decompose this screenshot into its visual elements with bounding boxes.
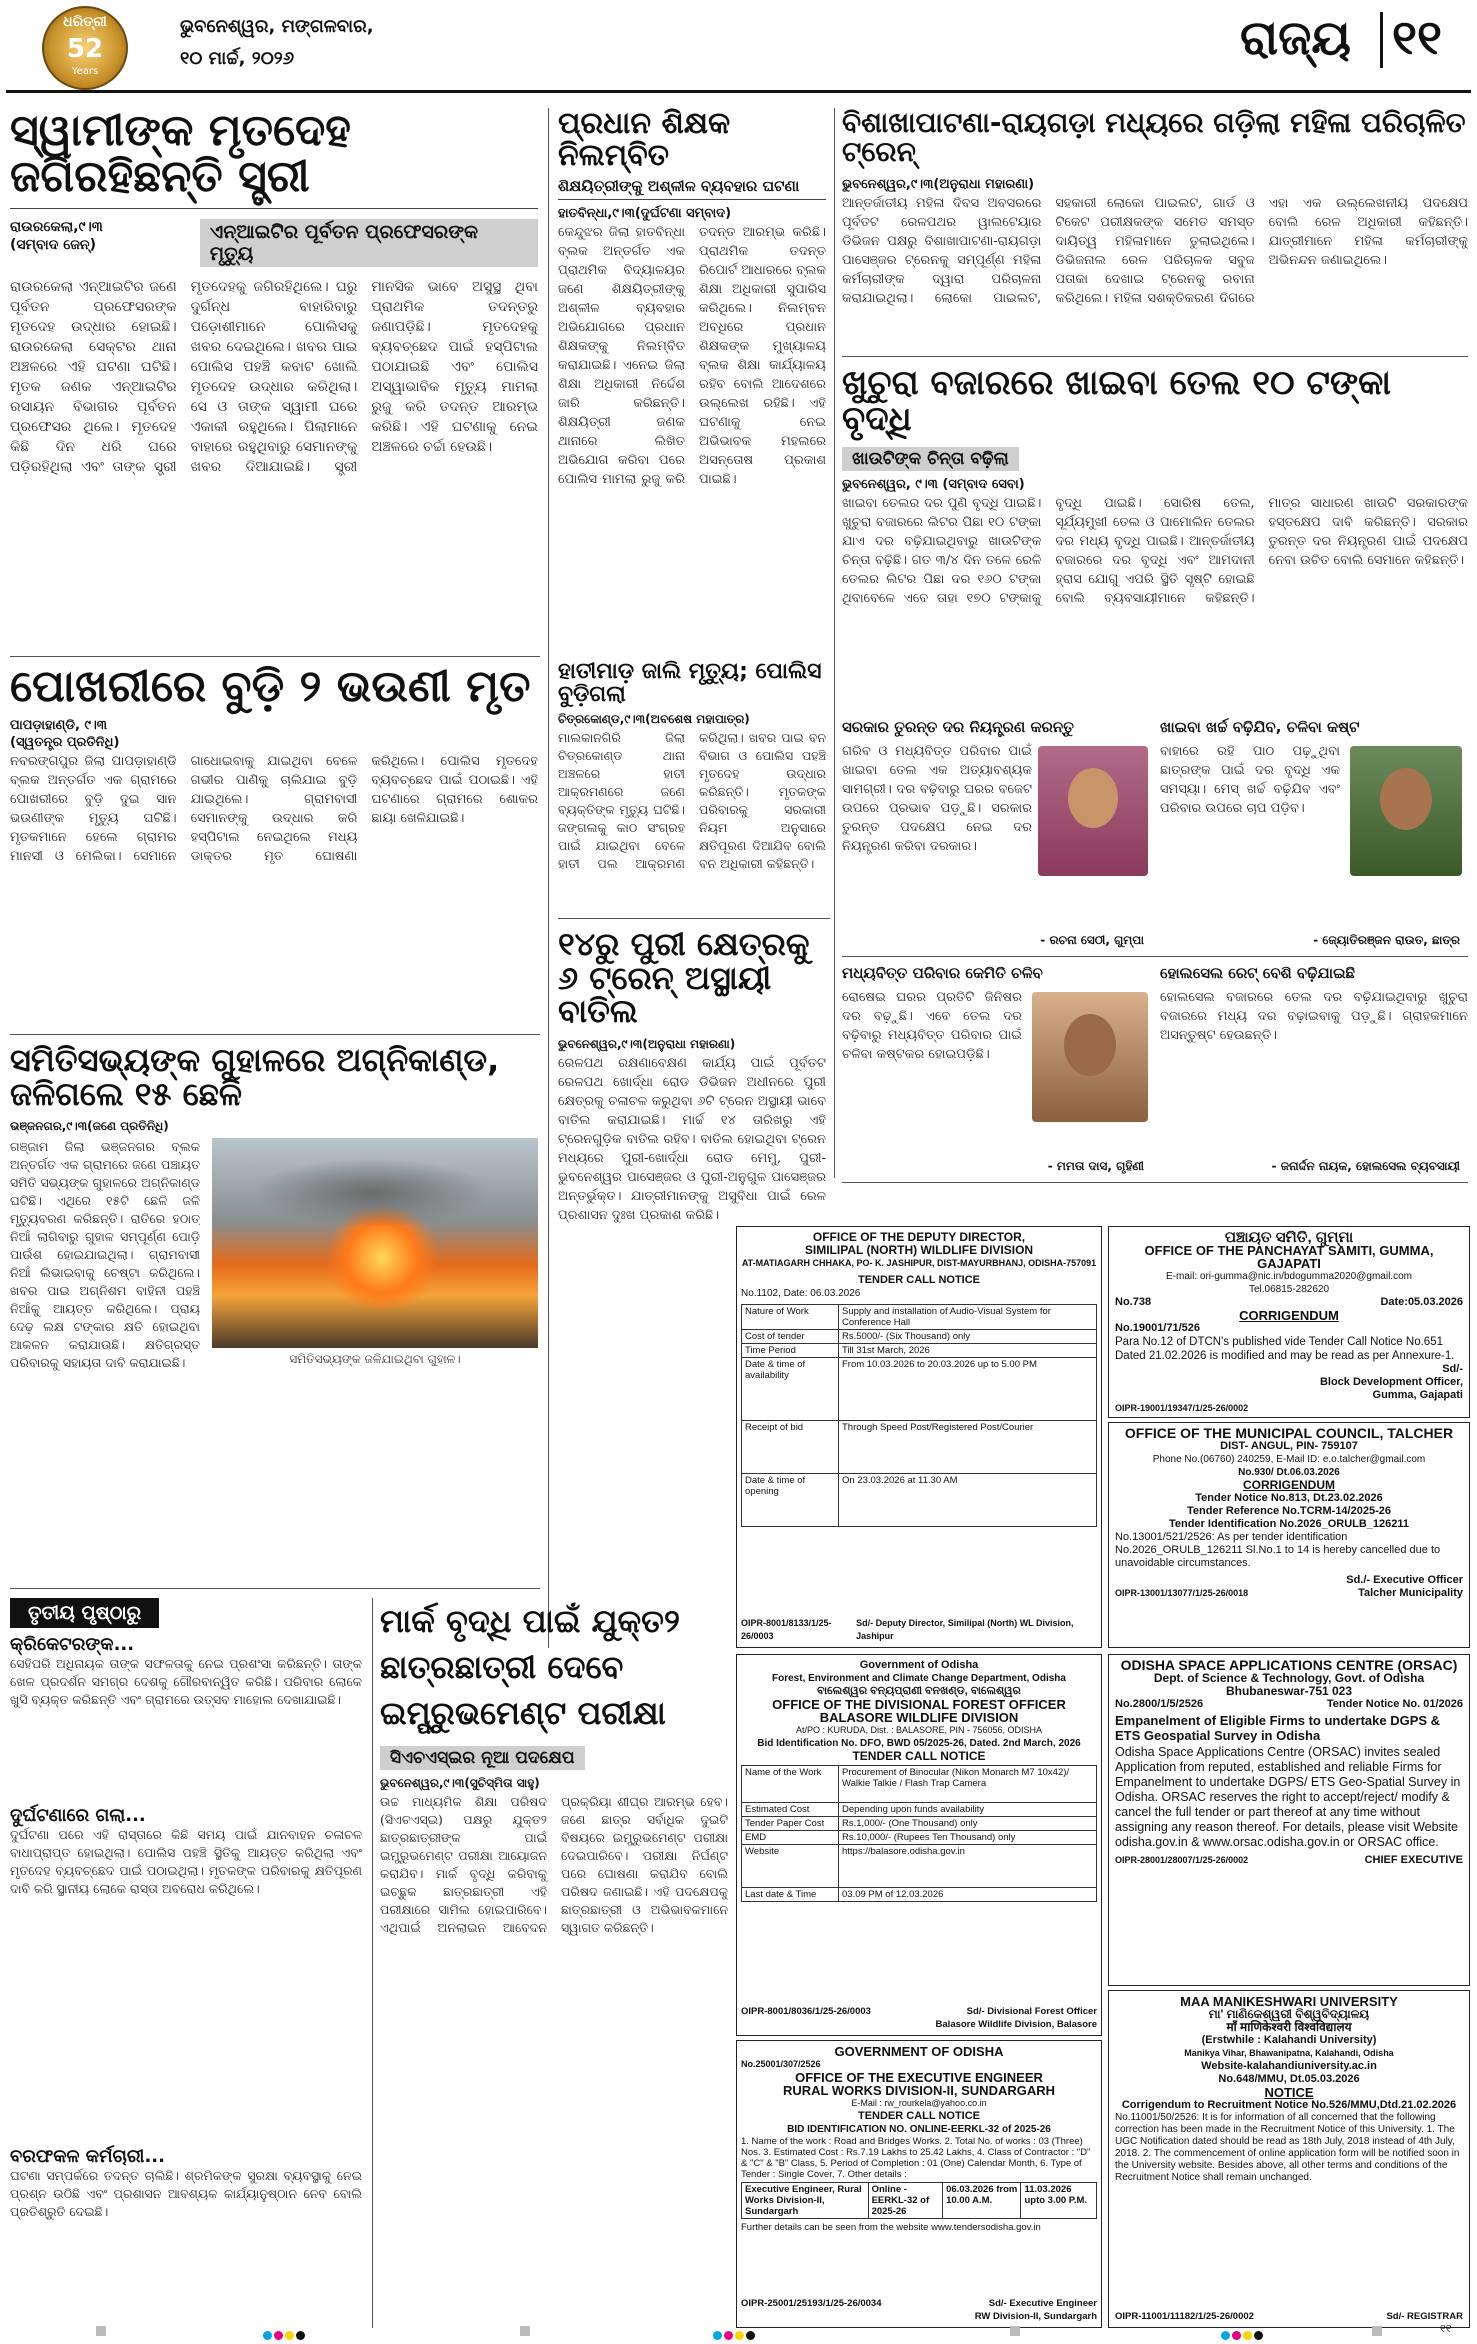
article-elephant bbox=[558, 660, 826, 910]
col-divider-1 bbox=[548, 108, 549, 1648]
notice-word: NOTICE bbox=[1264, 2085, 1314, 2100]
notice-ref: No.19001/71/526 bbox=[1115, 1322, 1201, 1334]
cell: Depending upon funds availability bbox=[839, 1803, 1097, 1817]
kicker: ଖାଉଟିଙ୍କ ଚିନ୍ତା ବଢ଼ିଲା bbox=[842, 447, 1019, 471]
notice-bid: Bid Identification No. DFO, BWD 05/2025-26, Dated. 2nd March, 2026 bbox=[757, 1738, 1081, 1749]
cell: 03.09 PM of 12.03.2026 bbox=[839, 1888, 1097, 1902]
headline: ଖୁଚୁରା ବଜାରରେ ଖାଇବା ତେଲ ୧୦ ଟଙ୍କା ବୃଦ୍ଧି bbox=[842, 363, 1392, 439]
headline: ୧୪ରୁ ପୁରୀ କ୍ଷେତ୍ରକୁ ୬ ଟ୍ରେନ୍ ଅସ୍ଥାୟୀ ବାତିଲ bbox=[558, 925, 810, 1031]
cell: On 23.03.2026 at 11.30 AM bbox=[839, 1474, 1097, 1527]
article-body: ଖାଇବା ତେଲର ଦର ପୁଣି ବୃଦ୍ଧି ପାଇଛି। ଖୁଚୁରା ବଜାରରେ ଲିଟର ପିଛା ୧୦ ଟଙ୍କା ଯାଏ ଦର ବଢ଼ିଯାଇଥିବାରୁ ଖାଉଟିଙ୍କ ଚିନ୍ତା ବଢ଼ିଛି। ଗତ ୩/୪ ଦିନ ତଳେ ରେଳି ତେଲର ଲିଟର ପିଛା ଦର ୧୬୦ ଟଙ୍କା ଥିବାବେଳେ ଏବେ ତାହା ୧୭୦ ଟଙ୍କାକୁ ବୃଦ୍ଧି ପାଇଛି। ସୋରିଷ ତେଲ, ସୂର୍ଯ୍ୟମୁଖୀ ତେଲ ଓ ପାମୋଲିନ ତେଲର ଦର ମଧ୍ୟ ବୃଦ୍ଧି ପାଇଛି। ଆନ୍ତର୍ଜାତୀୟ ବଜାରରେ ଦର ବୃଦ୍ଧି ଏବଂ ଆମଦାନୀ ହ୍ରାସ ଯୋଗୁ ଏପରି ସ୍ଥିତି ସୃଷ୍ଟି ହୋଇଛି ବୋଲି ବ୍ୟବସାୟୀମାନେ କହିଛନ୍ତି। ମାତ୍ର ସାଧାରଣ ଖାଉଟି ସରକାରଙ୍କ ହସ୍ତକ୍ଷେପ ଦାବି କରିଛନ୍ତି। ସରକାର ତୁରନ୍ତ ଦର ନିୟନ୍ତ୍ରଣ ପାଇଁ ପଦକ୍ଷେପ ନେବା ଉଚିତ ବୋଲି ସେମାନେ କହିଛନ୍ତି। bbox=[842, 496, 1468, 607]
bureau: (ସମ୍ବାଦ ଜେନ୍) bbox=[10, 237, 96, 254]
notice-title: TENDER CALL NOTICE bbox=[852, 1749, 986, 1763]
notice-maa-university bbox=[1108, 1990, 1470, 2328]
cell: Procurement of Binocular (Nikon Monarch M7 10x42)/ Walkie Talkie / Flash Trap Camera bbox=[839, 1766, 1097, 1803]
notice-signature: RW Division-II, Sundargarh bbox=[974, 2311, 1097, 2322]
person-photo bbox=[1032, 992, 1148, 1122]
cell: Last date & Time bbox=[742, 1888, 839, 1902]
notice-code: OIPR-19001/19347/1/25-26/0002 bbox=[1115, 1403, 1249, 1413]
cell: Supply and installation of Audio-Visual System for Conference Hall bbox=[839, 1305, 1097, 1330]
notice-signature: Sd/- REGISTRAR bbox=[1386, 2311, 1463, 2322]
cell: Receipt of bid bbox=[742, 1421, 839, 1474]
registration-dots bbox=[262, 2325, 306, 2344]
headline: ବିଶାଖାପାଟଣା-ରାୟଗଡ଼ା ମଧ୍ୟରେ ଗଡ଼ିଲା ମହିଳା ପରିଚାଳିତ ଟ୍ରେନ୍ bbox=[842, 106, 1466, 169]
opinion-head: ଖାଇବା ଖର୍ଚ୍ଚ ବଢ଼ିଯିବ, ଚଳିବା କଷ୍ଟ bbox=[1160, 718, 1360, 736]
notice-table bbox=[741, 2182, 1097, 2219]
article-body: କେନ୍ଦୁଝର ଜିଲା ହାତବିନ୍ଧା ବ୍ଲକ ଅନ୍ତର୍ଗତ ଏକ ପ୍ରାଥମିକ ବିଦ୍ୟାଳୟର ଜଣେ ଶିକ୍ଷୟିତ୍ରୀଙ୍କୁ ଅଶ୍ଳୀଳ ବ୍ୟବହାର ଅଭିଯୋଗରେ ପ୍ରଧାନ ଶିକ୍ଷକଙ୍କୁ ନିଲମ୍ବିତ କରାଯାଇଛି। ଏନେଇ ଜିଲା ଶିକ୍ଷା ଅଧିକାରୀ ନିର୍ଦ୍ଦେଶ ଜାରି କରିଛନ୍ତି। ଶିକ୍ଷୟିତ୍ରୀ ଜଣକ ଥାନାରେ ଲିଖିତ ଅଭିଯୋଗ କରିବା ପରେ ପୋଲିସ ମାମଲା ରୁଜୁ କରି ତଦନ୍ତ ଆରମ୍ଭ କରିଛି। ପ୍ରାଥମିକ ତଦନ୍ତ ରିପୋର୍ଟ ଆଧାରରେ ବ୍ଲକ ଶିକ୍ଷା ଅଧିକାରୀ ସୁପାରିସ କରିଥିଲେ। ନିଲମ୍ବନ ଅବଧିରେ ପ୍ରଧାନ ଶିକ୍ଷକଙ୍କ ମୁଖ୍ୟାଳୟ ବ୍ଲକ ଶିକ୍ଷା କାର୍ଯ୍ୟାଳୟ ରହିବ ବୋଲି ଆଦେଶରେ ଉଲ୍ଲେଖ ରହିଛି। ଏହି ଘଟଣାକୁ ନେଇ ଅଭିଭାବକ ମହଲରେ ଅସନ୍ତୋଷ ପ୍ରକାଶ ପାଇଛି। bbox=[558, 225, 826, 487]
notice-footer bbox=[741, 2297, 1097, 2323]
opinion-signature: - ଜ୍ୟୋତିରଞ୍ଜନ ରାଉତ, ଛାତ୍ର bbox=[1313, 933, 1460, 947]
cell: https://balasore.odisha.gov.in bbox=[839, 1845, 1097, 1888]
notice-code: OIPR-8001/8133/1/25-26/0003 bbox=[741, 1618, 832, 1641]
notice-office: OFFICE OF THE DIVISIONAL FOREST OFFICER bbox=[772, 1697, 1066, 1712]
notice-email: E-Mail : rw_rourkela@yahoo.co.in bbox=[851, 2098, 987, 2108]
registration-block bbox=[520, 2326, 530, 2336]
notice-dept: OFFICE OF THE DEPUTY DIRECTOR, bbox=[812, 1230, 1026, 1244]
continued-item-1 bbox=[10, 1634, 362, 1805]
dateline: ହାତବିନ୍ଧା,୯।୩(ଦୁର୍ଘଟଣା ସମ୍ବାଦ) bbox=[558, 206, 732, 221]
notice-signature: Sd./- Executive Officer bbox=[1346, 1574, 1463, 1586]
dateline-date: ୧୦ ମାର୍ଚ୍ଚ, ୨୦୨୬ bbox=[180, 48, 294, 69]
dateline: ଭୁବନେଶ୍ୱର,୯।୩(ଅନୁରାଧା ମହାରଣା) bbox=[558, 1036, 736, 1051]
notice-corr: CORRIGENDUM bbox=[1239, 1308, 1339, 1323]
article-body: ରାଉରକେଲା ଏନ୍‌ଆଇଟିର ଜଣେ ପୂର୍ବତନ ପ୍ରଫେସରଙ୍କ ମୃତଦେହ ଉଦ୍ଧାର ହୋଇଛି। ରାଉରକେଲା ସେକ୍ଟର ଥାନା ଅଞ୍ଚଳରେ ଏହି ଘଟଣା ଘଟିଛି। ମୃତକ ଜଣକ ଏନ୍‌ଆଇଟିର ରସାୟନ ବିଭାଗର ପୂର୍ବତନ ପ୍ରଫେସର ଥିଲେ। ମୃତଦେହ କିଛି ଦିନ ଧରି ଘରେ ପଡ଼ିରହିଥିଲା ଏବଂ ତାଙ୍କ ସ୍ତ୍ରୀ ମୃତଦେହକୁ ଜଗିରହିଥିଲେ। ଘରୁ ଦୁର୍ଗନ୍ଧ ବାହାରିବାରୁ ପଡ଼ୋଶୀମାନେ ପୋଲିସକୁ ଖବର ଦେଇଥିଲେ। ଖବର ପାଇ ପୋଲିସ ପହଞ୍ଚି କବାଟ ଖୋଲି ମୃତଦେହ ଉଦ୍ଧାର କରିଥିଲା। ସେ ଓ ତାଙ୍କ ସ୍ୱାମୀ ଘରେ ଏକାକୀ ରହୁଥିଲେ। ପିଲାମାନେ ବାହାରେ ରହୁଥିବାରୁ ସେମାନଙ୍କୁ ଖବର ଦିଆଯାଇଛି। ସ୍ତ୍ରୀ ମାନସିକ ଭାବେ ଅସୁସ୍ଥ ଥିବା ପ୍ରାଥମିକ ତଦନ୍ତରୁ ଜଣାପଡ଼ିଛି। ମୃତଦେହକୁ ବ୍ୟବଚ୍ଛେଦ ପାଇଁ ହସ୍ପିଟାଲ ପଠାଯାଇଛି ଏବଂ ପୋଲିସ ଅସ୍ୱାଭାବିକ ମୃତ୍ୟୁ ମାମଲା ରୁଜୁ କରି ତଦନ୍ତ ଆରମ୍ଭ କରିଛି। ଏହି ଘଟଣାକୁ ନେଇ ଅଞ୍ଚଳରେ ଚର୍ଚ୍ଚା ହେଉଛି। bbox=[10, 279, 538, 476]
separator bbox=[10, 656, 540, 657]
notice-body: No.13001/521/2526: As per tender identification No.2026_ORULB_126211 Sl.No.1 to 14 is hereby cancelled due to unavoidable circumstances. bbox=[1115, 1531, 1441, 1569]
dateline: ଭୁବନେଶ୍ୱର,୯।୩(ଅନୁରାଧା ମହାରଣା) bbox=[842, 176, 1035, 192]
notice-wildlife bbox=[736, 1226, 1102, 1648]
notice-div: BALASORE WILDLIFE DIVISION bbox=[819, 1710, 1019, 1725]
notice-title: TENDER CALL NOTICE bbox=[857, 2110, 981, 2122]
cell: Time Period bbox=[742, 1344, 839, 1358]
cell: Estimated Cost bbox=[742, 1803, 839, 1817]
notice-office: OFFICE OF THE EXECUTIVE ENGINEER bbox=[795, 2070, 1043, 2085]
notice-code: OIPR-25001/25193/1/25-26/0034 bbox=[741, 2298, 882, 2309]
notice-title: OFFICE OF THE PANCHAYAT SAMITI, GUMMA, GAJAPATI bbox=[1144, 1243, 1434, 1271]
notice-addr: Manikya Vihar, Bhawanipatna, Kalahandi, Odisha bbox=[1184, 2048, 1394, 2058]
opinion-signature: - ଜନାର୍ଦ୍ଦନ ନାୟକ, ହୋଲସେଲ ବ୍ୟବସାୟୀ bbox=[1271, 1159, 1460, 1173]
opinion-head: ହୋଲସେଲ ରେଟ୍ ବେଶି ବଢ଼ିଯାଇଛି bbox=[1160, 964, 1356, 982]
notice-title: MAA MANIKESHWARI UNIVERSITY bbox=[1180, 1994, 1398, 2009]
article-sisters-drown bbox=[10, 661, 538, 1024]
notice-footer bbox=[741, 1617, 1097, 1643]
notice-title-hindi: माँ माणिकेश्वरी विश्वविद्यालय bbox=[1226, 2020, 1352, 2034]
notice-gov: GOVERNMENT OF ODISHA bbox=[834, 2044, 1004, 2059]
notice-signature: Sd/- bbox=[1442, 1363, 1463, 1375]
cell: Till 31st March, 2026 bbox=[839, 1344, 1097, 1358]
opinion-body: ହୋଲସେଲ ବଜାରରେ ତେଲ ଦର ବଢ଼ିଯାଇଥିବାରୁ ଖୁଚୁରା ବଜାରରେ ମଧ୍ୟ ଦର ବଢ଼ାଇବାକୁ ପଡ଼ୁଛି। ଗ୍ରାହକମାନେ ଅସନ୍ତୁଷ୍ଟ ହେଉଛନ୍ତି। bbox=[1160, 990, 1468, 1043]
opinion-head: ମଧ୍ୟବିତ୍ତ ପରିବାର କେମିତି ଚଳିବ bbox=[842, 964, 1043, 982]
cell: Website bbox=[742, 1845, 839, 1888]
continued-body: ଘଟଣା ସମ୍ପର୍କରେ ତଦନ୍ତ ଚାଲିଛି। ଶ୍ରମିକଙ୍କ ସୁରକ୍ଷା ବ୍ୟବସ୍ଥାକୁ ନେଇ ପ୍ରଶ୍ନ ଉଠିଛି ଏବଂ ପ୍ରଶାସନ ଆବଶ୍ୟକ କାର୍ଯ୍ୟାନୁଷ୍ଠାନ ନେବ ବୋଲି ପ୍ରତିଶ୍ରୁତି ଦେଇଛି। bbox=[10, 2168, 362, 2219]
opinion-box-3 bbox=[842, 964, 1152, 1174]
notice-addr: AT-MATIAGARH CHHAKA, PO- K. JASHIPUR, DIST-MAYURBHANJ, ODISHA-757091 bbox=[741, 1258, 1097, 1268]
notice-div: RURAL WORKS DIVISION-II, SUNDARGARH bbox=[782, 2083, 1056, 2098]
cell: Nature of Work bbox=[742, 1305, 839, 1330]
cell: Through Speed Post/Registered Post/Courier bbox=[839, 1421, 1097, 1474]
section-divider bbox=[1380, 12, 1383, 68]
notice-city: Bhubaneswar-751 023 bbox=[1225, 1684, 1353, 1698]
notice-ref: No.648/MMU, Dt.05.03.2026 bbox=[1218, 2073, 1360, 2085]
dateline: ଚିତ୍ରକୋଣ୍ଡ,୯।୩(ଅବଶେଷ ମହାପାତ୍ର) bbox=[558, 712, 750, 727]
headline: ପ୍ରଧାନ ଶିକ୍ଷକ ନିଲମ୍ବିତ bbox=[558, 106, 731, 173]
separator bbox=[558, 918, 830, 919]
notice-dist: DIST- ANGUL, PIN- 759107 bbox=[1220, 1440, 1358, 1452]
separator bbox=[10, 1588, 540, 1589]
notice-title: TENDER CALL NOTICE bbox=[857, 1274, 981, 1286]
notice-head: Corrigendum to Recruitment Notice No.526/MMU,Dtd.21.02.2026 bbox=[1121, 2099, 1457, 2111]
page-number: ୧୧ bbox=[1392, 10, 1443, 66]
headline: ହାତୀମାଡ଼ ଜାଲି ମୃତ୍ୟୁ; ପୋଲିସ ବୁଡ଼ିଗଲା bbox=[558, 659, 822, 708]
article-husband-body bbox=[10, 105, 538, 648]
article-cowshed-fire bbox=[10, 1041, 538, 1564]
continued-title: କ୍ରିକେଟରଙ୍କ... bbox=[10, 1634, 135, 1655]
separator bbox=[842, 956, 1468, 957]
notice-erstwhile: (Erstwhile : Kalahandi University) bbox=[1201, 2034, 1377, 2046]
notice-signature: CHIEF EXECUTIVE bbox=[1364, 1854, 1463, 1866]
notice-head: Empanelment of Eligible Firms to undertake DGPS & ETS Geospatial Survey in Odisha bbox=[1115, 1713, 1441, 1743]
notice-email: E-mail: ori-gumma@nic.in/bdogumma2020@gmail.com bbox=[1166, 1271, 1412, 1282]
opinion-body: ବାହାରେ ରହି ପାଠ ପଢ଼ୁଥିବା ଛାତ୍ରଙ୍କ ପାଇଁ ଦର ବୃଦ୍ଧି ଏକ ସମସ୍ୟା। ମେସ୍ ଖର୍ଚ୍ଚ ବଢ଼ିଯିବ ଏବଂ ପରିବାର ଉପରେ ଚାପ ପଡ଼ିବ। bbox=[1160, 744, 1340, 816]
continued-body: ଦୁର୍ଘଟଣା ପରେ ଏହି ରାସ୍ତାରେ କିଛି ସମୟ ପାଇଁ ଯାନବାହନ ଚଳାଚଳ ବାଧାପ୍ରାପ୍ତ ହୋଇଥିଲା। ପୋଲିସ ପହଞ୍ଚି ସ୍ଥିତିକୁ ଆୟତ୍ତ କରିଥିଲା ଏବଂ ମୃତଦେହ ବ୍ୟବଚ୍ଛେଦ ପାଇଁ ପଠାଇଥିଲା। ମୃତକଙ୍କ ପରିବାରକୁ କ୍ଷତିପୂରଣ ଦାବି କରି ସ୍ଥାନୀୟ ଲୋକେ ରାସ୍ତା ଅବରୋଧ କରିଥିଲେ। bbox=[10, 1827, 362, 1896]
opinion-signature: - ରଚନା ସେଠୀ, ଗୁମ୍ପା bbox=[1040, 933, 1144, 947]
continued-item-3 bbox=[10, 2146, 362, 2287]
opinion-signature: - ମମତା ଦାସ, ଗୃହିଣୀ bbox=[1047, 1159, 1144, 1173]
registration-dots bbox=[1220, 2325, 1264, 2344]
notice-odia-line: ବାଲେଶ୍ୱର ବନ୍ୟପ୍ରାଣୀ ବନଖଣ୍ଡ, ବାଲେଶ୍ୱର bbox=[817, 1685, 1021, 1697]
notice-web: Website-kalahandiuniversity.ac.in bbox=[1201, 2060, 1377, 2072]
article-body: ନବରଙ୍ଗପୁର ଜିଲା ପାପଡ଼ାହାଣ୍ଡି ବ୍ଲକ ଅନ୍ତର୍ଗତ ଏକ ଗ୍ରାମରେ ପୋଖରୀରେ ବୁଡ଼ି ଦୁଇ ସାନ ଭଉଣୀଙ୍କ ମୃତ୍ୟୁ ଘଟିଛି। ମୃତକମାନେ ହେଲେ ଗ୍ରାମର ମାନସୀ ଓ ମେଲିକା। ସେମାନେ ଗାଧୋଇବାକୁ ଯାଇଥିବା ବେଳେ ଗଭୀର ପାଣିକୁ ଚାଲିଯାଇ ବୁଡ଼ି ଯାଇଥିଲେ। ଗ୍ରାମବାସୀ ସେମାନଙ୍କୁ ଉଦ୍ଧାର କରି ହସ୍ପିଟାଲ ନେଇଥିଲେ ମଧ୍ୟ ଡାକ୍ତର ମୃତ ଘୋଷଣା କରିଥିଲେ। ପୋଲିସ ମୃତଦେହ ବ୍ୟବଚ୍ଛେଦ ପାଇଁ ପଠାଇଛି। ଏହି ଘଟଣାରେ ଗ୍ରାମରେ ଶୋକର ଛାୟା ଖେଳିଯାଇଛି। bbox=[10, 754, 538, 865]
kicker: ଏନ୍‌ଆଇଟିର ପୂର୍ବତନ ପ୍ରଫେସରଙ୍କ ମୃତ୍ୟୁ bbox=[200, 219, 538, 267]
cell: Rs.1,000/- (One Thousand) only bbox=[839, 1817, 1097, 1831]
cell: Online - EERKL-32 of 2025-26 bbox=[868, 2183, 943, 2219]
registration-dots bbox=[712, 2325, 756, 2344]
article-edible-oil bbox=[842, 363, 1468, 726]
opinion-box-4 bbox=[1160, 964, 1468, 1174]
cell: Executive Engineer, Rural Works Division-II, Sundargarh bbox=[742, 2183, 869, 2219]
article-body: ମାଲକାନଗିରି ଜିଲା ଚିତ୍ରକୋଣ୍ଡ ଥାନା ଅଞ୍ଚଳରେ ହାତୀ ଆକ୍ରମଣରେ ଜଣେ ବ୍ୟକ୍ତିଙ୍କ ମୃତ୍ୟୁ ଘଟିଛି। ଜଙ୍ଗଲକୁ କାଠ ସଂଗ୍ରହ ପାଇଁ ଯାଇଥିବା ବେଳେ ହାତୀ ପଲ ଆକ୍ରମଣ କରିଥିଲା। ଖବର ପାଇ ବନ ବିଭାଗ ଓ ପୋଲିସ ପହଞ୍ଚି ମୃତଦେହ ଉଦ୍ଧାର କରିଛନ୍ତି। ମୃତକଙ୍କ ପରିବାରକୁ ସରକାରୀ ନିୟମ ଅନୁସାରେ କ୍ଷତିପୂରଣ ଦିଆଯିବ ବୋଲି ବନ ଅଧିକାରୀ କହିଛନ୍ତି। bbox=[558, 730, 826, 872]
continued-title: ଦୁର୍ଘଟଣାରେ ଗଲା... bbox=[10, 1805, 146, 1826]
continued-body: ସେହିପରି ଅଧିନାୟକ ତାଙ୍କ ସଫଳତାକୁ ନେଇ ପ୍ରଶଂସା କରିଛନ୍ତି। ତାଙ୍କ ଖେଳ ପ୍ରଦର୍ଶନ ସମଗ୍ର ଦେଶକୁ ଗୌରବାନ୍ୱିତ କରିଛି। ପରିବାର ଲୋକେ ଖୁସି ବ୍ୟକ୍ତ କରିଛନ୍ତି ଏବଂ ଗ୍ରାମରେ ଉତ୍ସବ ମାହୋଲ ଦେଖାଯାଇଛି। bbox=[10, 1656, 362, 1707]
notice-date: Date:05.03.2026 bbox=[1380, 1296, 1463, 1308]
opinion-box-1 bbox=[842, 718, 1152, 948]
headline: ପୋଖରୀରେ ବୁଡ଼ି ୨ ଭଉଣୀ ମୃତ bbox=[10, 661, 531, 712]
opinion-box-2 bbox=[1160, 718, 1468, 948]
person-photo bbox=[1038, 746, 1148, 876]
notice-addr: At/PO : KURUDA, Dist. : BALASORE, PIN - 756056, ODISHA bbox=[795, 1725, 1043, 1735]
notice-body: No.11001/50/2526: It is for information of all concerned that the following correction has been made in the Recruitment Notice of this University. 1. The UGC Notification dated should be read as 18th July, 2018 instead of 4th July, 2018. 2. The commencement of online application form will be notified soon in the University website. Besides above, all other terms and conditions of the Recruitment Notice shall remain unchanged. bbox=[1115, 2112, 1460, 2183]
notice-signature: Talcher Municipality bbox=[1358, 1587, 1463, 1599]
notice-ref: No.2800/1/5/2526 bbox=[1115, 1698, 1204, 1710]
notice-body: 1. Name of the work : Road and Bridges Works. 2. Total No. of works : 03 (Three) Nos. 3. Estimated Cost : Rs.7.19 Lakhs to 25.42 Lakhs, 4. Class of Contractor : "D" & "C" & "B" Class, 5. Period of Completion : 01 (One) Calendar Month, 6. Type of Tender : Single Cover, 7. Other details : bbox=[741, 2136, 1091, 2180]
article-headmaster bbox=[558, 108, 826, 648]
col-divider-3 bbox=[372, 1598, 373, 2328]
cell: Rs.10,000/- (Rupees Ten Thousand) only bbox=[839, 1831, 1097, 1845]
continued-title: ବରଫକଳ କର୍ମଚାରୀ... bbox=[10, 2146, 165, 2167]
footer-page-number: ୧୧ bbox=[1440, 2322, 1452, 2335]
article-body: ଗଞ୍ଜାମ ଜିଲା ଭଞ୍ଜନଗର ବ୍ଲକ ଅନ୍ତର୍ଗତ ଏକ ଗ୍ରାମରେ ଜଣେ ପଞ୍ଚାୟତ ସମିତି ସଭ୍ୟଙ୍କ ଗୁହାଳରେ ଅଗ୍ନିକାଣ୍ଡ ଘଟିଛି। ଏଥିରେ ୧୫ଟି ଛେଳି ଜଳି ମୃତ୍ୟୁବରଣ କରିଛନ୍ତି। ରାତିରେ ହଠାତ୍ ନିଆଁ ଲାଗିବାରୁ ଗୁହାଳ ସମ୍ପୂର୍ଣ୍ଣ ପୋଡ଼ି ପାଉଁଶ ହୋଇଯାଇଥିଲା। ଗ୍ରାମବାସୀ ନିଆଁ ଲିଭାଇବାକୁ ଚେଷ୍ଟା କରିଥିଲେ। ଖବର ପାଇ ଅଗ୍ନିଶମ ବାହିନୀ ପହଞ୍ଚି ନିଆଁକୁ ଆୟତ୍ତ କରିଥିଲେ। ପ୍ରାୟ ଦେଢ଼ ଲକ୍ଷ ଟଙ୍କାର କ୍ଷତି ହୋଇଥିବା ଆକଳନ କରାଯାଉଛି। କ୍ଷତିଗ୍ରସ୍ତ ପରିବାରକୁ ସହାୟତା ଦାବି କରାଯାଇଛି। bbox=[10, 1139, 200, 1371]
dateline: ରାଉରକେଲା,୯।୩ bbox=[10, 219, 103, 236]
fire-photo bbox=[212, 1138, 538, 1348]
photo-caption: ସମିତିସଭ୍ୟଙ୍କ ଜଳିଯାଇଥିବା ଗୁହାଳ। bbox=[289, 1352, 461, 1367]
kicker: ସିଏଚଏସ୍ଇର ନୂଆ ପଦକ୍ଷେପ bbox=[380, 1746, 585, 1770]
notice-table bbox=[741, 1304, 1097, 1527]
cell: Rs.5000/- (Six Thousand) only bbox=[839, 1330, 1097, 1344]
masthead bbox=[0, 0, 1477, 92]
dateline: ଭୁବନେଶ୍ୱର, ୯।୩ (ସମ୍ବାଦ ସେବା) bbox=[842, 477, 1025, 493]
notice-code: OIPR-28001/28007/1/25-26/0002 bbox=[1115, 1855, 1249, 1865]
subhead: ଶିକ୍ଷୟିତ୍ରୀଙ୍କୁ ଅଶ୍ଳୀଳ ବ୍ୟବହାର ଘଟଣା bbox=[558, 177, 826, 200]
opinion-body: ରୋଷେଇ ଘରର ପ୍ରତିଟି ଜିନିଷର ଦର ବଢ଼ୁଛି। ଏବେ ତେଲ ଦର ବଢ଼ିବାରୁ ମଧ୍ୟବିତ୍ତ ପରିବାର ପାଇଁ ଚଳିବା କଷ୍ଟକର ହୋଇପଡ଼ିଛି। bbox=[842, 990, 1022, 1062]
notice-footer bbox=[741, 2005, 1097, 2031]
notice-dept: Dept. of Science & Technology, Govt. of Odisha bbox=[1153, 1671, 1425, 1685]
notice-title-odia: ପଞ୍ଚାୟତ ସମିତି, ଗୁମ୍ମା bbox=[1224, 1229, 1354, 1246]
dateline: ଭୁବନେଶ୍ୱର,୯।୩(ସୁଚିସ୍ମିତା ସାହୁ) bbox=[380, 1776, 540, 1790]
dateline-place: ଭୁବନେଶ୍ୱର, ମଙ୍ଗଳବାର, bbox=[180, 16, 374, 37]
notice-line: Tender Notice No.813, Dt.23.02.2026 bbox=[1195, 1492, 1383, 1504]
print-strip bbox=[0, 2322, 1477, 2339]
registration-block bbox=[1010, 2326, 1020, 2336]
registration-block bbox=[96, 2326, 106, 2336]
article-continued bbox=[10, 1598, 362, 2328]
notice-further: Further details can be seen from the website www.tendersodisha.gov.in bbox=[741, 2222, 1041, 2233]
notice-body: Para No.12 of DTCN's published vide Tender Call Notice No.651 Dated 21.02.2026 is modified and may be read as per Annexure-1. bbox=[1115, 1336, 1455, 1362]
separator bbox=[842, 356, 1468, 357]
opinion-body: ଗରିବ ଓ ମଧ୍ୟବିତ୍ତ ପରିବାର ପାଇଁ ଖାଇବା ତେଲ ଏକ ଅତ୍ୟାବଶ୍ୟକ ସାମଗ୍ରୀ। ଦର ବଢ଼ିବାରୁ ଘରର ବଜେଟ ଉପରେ ପ୍ରଭାବ ପଡ଼ୁଛି। ସରକାର ତୁରନ୍ତ ପଦକ୍ଷେପ ନେଇ ଦର ନିୟନ୍ତ୍ରଣ କରିବା ଦରକାର। bbox=[842, 744, 1032, 854]
notice-div: SIMILIPAL (NORTH) WILDLIFE DIVISION bbox=[804, 1243, 1034, 1257]
cell: From 10.03.2026 to 20.03.2026 up to 5.00 PM bbox=[839, 1358, 1097, 1421]
article-body: ଉଚ୍ଚ ମାଧ୍ୟମିକ ଶିକ୍ଷା ପରିଷଦ (ସିଏଚଏସ୍ଇ) ପକ୍ଷରୁ ଯୁକ୍ତ୨ ଛାତ୍ରଛାତ୍ରୀଙ୍କ ପାଇଁ ଇମ୍ପ୍ରୁଭମେଣ୍ଟ ପରୀକ୍ଷା ଆୟୋଜନ କରାଯିବ। ମାର୍କ ବୃଦ୍ଧି କରିବାକୁ ଇଚ୍ଛୁକ ଛାତ୍ରଛାତ୍ରୀ ଏହି ପରୀକ୍ଷାରେ ସାମିଲ ହୋଇପାରିବେ। ଏଥିପାଇଁ ଅନଲାଇନ ଆବେଦନ ପ୍ରକ୍ରିୟା ଶୀଘ୍ର ଆରମ୍ଭ ହେବ। ଜଣେ ଛାତ୍ର ସର୍ବାଧିକ ଦୁଇଟି ବିଷୟରେ ଇମ୍ପ୍ରୁଭମେଣ୍ଟ ପରୀକ୍ଷା ଦେଇପାରିବେ। ପରୀକ୍ଷା ନିର୍ଘଣ୍ଟ ପରେ ଘୋଷଣା କରାଯିବ ବୋଲି ପରିଷଦ ଜଣାଇଛି। ଏହି ପଦକ୍ଷେପକୁ ଛାତ୍ରଛାତ୍ରୀ ଓ ଅଭିଭାବକମାନେ ସ୍ୱାଗତ କରିଛନ୍ତି। bbox=[380, 1794, 728, 1935]
section-name: ରାଜ୍ୟ bbox=[1240, 10, 1351, 66]
continued-item-2 bbox=[10, 1805, 362, 2146]
notice-signature: Sd/- Deputy Director, Similipal (North) WL Division, Jashipur bbox=[856, 1618, 1074, 1641]
cell: Date & time of opening bbox=[742, 1474, 839, 1527]
registration-block bbox=[1372, 2326, 1382, 2336]
logo-number: 52 bbox=[66, 34, 104, 64]
notice-body: Odisha Space Applications Centre (ORSAC) invites sealed Application from reputed, established and reliable Firms for Empanelment to undertake DGPS/ ETS Geo-Spatial Survey in Odisha. ORSAC reserves the right to accept/reject/ modify & cancel the full tender or part thereof at any time without assigning any reason thereof. For details, please visit Website odisha.gov.in & www.orsac.odisha.gov.in or ORSAC office. bbox=[1115, 1745, 1461, 1849]
notice-phone: Phone No.(06760) 240259, E-Mail ID: e.o.talcher@gmail.com bbox=[1152, 1454, 1426, 1465]
dateline: ଭଞ୍ଜନଗର,୯।୩(ଜଣେ ପ୍ରତିନିଧି) bbox=[10, 1119, 169, 1134]
article-women-train bbox=[842, 108, 1468, 348]
notice-ref: No.25001/307/2526 bbox=[741, 2059, 821, 2069]
notice-line: Tender Identification No.2026_ORULB_126211 bbox=[1168, 1518, 1410, 1530]
notice-code: OIPR-11001/11182/1/25-26/0002 bbox=[1115, 2311, 1254, 2322]
notice-ref: No.930/ Dt.06.03.2026 bbox=[1238, 1467, 1340, 1478]
notice-no: Tender Notice No. 01/2026 bbox=[1326, 1698, 1463, 1710]
opinion-head: ସରକାର ତୁରନ୍ତ ଦର ନିୟନ୍ତ୍ରଣ କରନ୍ତୁ bbox=[842, 718, 1074, 736]
notice-code: OIPR-13001/13077/1/25-26/0018 bbox=[1115, 1588, 1249, 1598]
masthead-rule bbox=[6, 90, 1471, 93]
headline: ସମିତିସଭ୍ୟଙ୍କ ଗୁହାଳରେ ଅଗ୍ନିକାଣ୍ଡ, ଜଳିଗଲେ ୧୫ ଛେଳି bbox=[10, 1041, 500, 1113]
cell: Name of the Work bbox=[742, 1766, 839, 1803]
article-improvement-exam bbox=[380, 1598, 728, 2328]
notice-title: OFFICE OF THE MUNICIPAL COUNCIL, TALCHER bbox=[1124, 1425, 1454, 1441]
logo-text: ଧରିତ୍ରୀ bbox=[63, 14, 107, 30]
notice-line: Tender Reference No.TCRM-14/2025-26 bbox=[1187, 1505, 1391, 1517]
person-photo bbox=[1350, 746, 1462, 876]
notice-signature: Sd/- Executive Engineer bbox=[988, 2298, 1097, 2309]
cell: Tender Paper Cost bbox=[742, 1817, 839, 1831]
notice-signature: Balasore Wildlife Division, Balasore bbox=[935, 2019, 1097, 2030]
notice-gov: Government of Odisha bbox=[859, 1659, 979, 1671]
bureau: (ସ୍ୱତନ୍ତ୍ର ପ୍ରତିନିଧି) bbox=[10, 735, 120, 751]
cell: 06.03.2026 from 10.00 A.M. bbox=[943, 2183, 1021, 2219]
notice-bid: BID IDENTIFICATION NO. ONLINE-EERKL-32 of 2025-26 bbox=[787, 2124, 1051, 2135]
continued-head: ତୃତୀୟ ପୃଷ୍ଠାରୁ bbox=[10, 1598, 159, 1628]
headline: ମାର୍କ ବୃଦ୍ଧି ପାଇଁ ଯୁକ୍ତ୨ ଛାତ୍ରଛାତ୍ରୀ ଦେବେ ଇମ୍ପ୍ରୁଭମେଣ୍ଟ ପରୀକ୍ଷା bbox=[380, 1602, 680, 1732]
notice-title-odia: ମା' ମାଣିକେଶ୍ୱରୀ ବିଶ୍ୱବିଦ୍ୟାଳୟ bbox=[1208, 2007, 1370, 2021]
notice-gumma bbox=[1108, 1226, 1470, 1418]
notice-ref: No.1102, Date: 06.03.2026 bbox=[741, 1288, 861, 1299]
cell: 11.03.2026 upto 3.00 P.M. bbox=[1021, 2183, 1097, 2219]
separator bbox=[10, 1034, 540, 1035]
notice-talcher bbox=[1108, 1422, 1470, 1648]
separator bbox=[842, 1182, 1468, 1183]
dateline: ପାପଡ଼ାହାଣ୍ଡି, ୯।୩ bbox=[10, 718, 108, 734]
logo-years: Years bbox=[71, 66, 99, 77]
notice-code: OIPR-8001/8036/1/25-26/0003 bbox=[741, 2006, 871, 2017]
notice-corr: CORRIGENDUM bbox=[1243, 1478, 1335, 1492]
headline: ସ୍ୱାମୀଙ୍କ ମୃତଦେହ ଜଗିରହିଛନ୍ତି ସ୍ତ୍ରୀ bbox=[10, 108, 538, 209]
notice-signature: Block Development Officer, bbox=[1319, 1376, 1463, 1388]
notice-balasore bbox=[736, 1654, 1102, 2036]
notice-table bbox=[741, 1765, 1097, 1902]
cell: Date & time of availability bbox=[742, 1358, 839, 1421]
notice-tel: Tel.06815-282620 bbox=[1248, 1284, 1330, 1295]
article-body: ଆନ୍ତର୍ଜାତୀୟ ମହିଳା ଦିବସ ଅବସରରେ ପୂର୍ବତଟ ରେଳପଥର ୱାଲଟେୟାର ଡିଭିଜନ ପକ୍ଷରୁ ବିଶାଖାପାଟଣା-ରାୟଗଡ଼ା ପାସେଞ୍ଜର ଟ୍ରେନକୁ ସମ୍ପୂର୍ଣ୍ଣ ମହିଳା କର୍ମଚାରୀଙ୍କ ଦ୍ୱାରା ପରିଚାଳନା କରାଯାଇଥିଲା। ଲୋକୋ ପାଇଲଟ, ସହକାରୀ ଲୋକୋ ପାଇଲଟ, ଗାର୍ଡ ଓ ଟିକେଟ ପରୀକ୍ଷକଙ୍କ ସମେତ ସମସ୍ତ ଦାୟିତ୍ୱ ମହିଳାମାନେ ତୁଲାଇଥିଲେ। ଡିଭିଜନାଲ ରେଳ ପରିଚାଳକ ସବୁଜ ପତାକା ଦେଖାଇ ଟ୍ରେନକୁ ରବାନା କରିଥିଲେ। ମହିଳା ସଶକ୍ତିକରଣ ଦିଗରେ ଏହା ଏକ ଉଲ୍ଲେଖନୀୟ ପଦକ୍ଷେପ ବୋଲି ରେଳ ଅଧିକାରୀ କହିଛନ୍ତି। ଯାତ୍ରୀମାନେ ମହିଳା କର୍ମଚାରୀଙ୍କୁ ଅଭିନନ୍ଦନ ଜଣାଇଥିଲେ। bbox=[842, 195, 1468, 306]
notice-no: No.738 bbox=[1115, 1296, 1152, 1308]
article-body: ରେଳପଥ ରକ୍ଷଣାବେକ୍ଷଣ କାର୍ଯ୍ୟ ପାଇଁ ପୂର୍ବତଟ ରେଳପଥ ଖୋର୍ଦ୍ଧା ରୋଡ ଡିଭିଜନ ଅଧୀନରେ ପୁରୀ କ୍ଷେତ୍ରକୁ ଚଳାଚଳ କରୁଥିବା ୬ଟି ଟ୍ରେନ ଅସ୍ଥାୟୀ ଭାବେ ବାତିଲ କରାଯାଇଛି। ମାର୍ଚ୍ଚ ୧୪ ତାରିଖରୁ ଏହି ଟ୍ରେନଗୁଡ଼ିକ ବାତିଲ ରହିବ। ବାତିଲ ହୋଇଥିବା ଟ୍ରେନ ମଧ୍ୟରେ ପୁରୀ-ଖୋର୍ଦ୍ଧା ରୋଡ ମେମୁ, ପୁରୀ-ଭୁବନେଶ୍ୱର ପାସେଞ୍ଜର ଓ ପୁରୀ-ଅନୁଗୁଳ ପାସେଞ୍ଜର ଅନ୍ତର୍ଭୁକ୍ତ। ଯାତ୍ରୀମାନଙ୍କୁ ଅସୁବିଧା ପାଇଁ ରେଳ ପ୍ରଶାସନ ଦୁଃଖ ପ୍ରକାଶ କରିଛି। bbox=[558, 1055, 826, 1223]
cell: EMD bbox=[742, 1831, 839, 1845]
notice-dept: Forest, Environment and Climate Change Department, Odisha bbox=[772, 1673, 1066, 1684]
notice-signature: Sd/- Divisional Forest Officer bbox=[966, 2006, 1097, 2017]
cell: Cost of tender bbox=[742, 1330, 839, 1344]
notice-rural-works bbox=[736, 2040, 1102, 2328]
col-divider-2 bbox=[834, 108, 835, 1178]
notice-signature: Gumma, Gajapati bbox=[1372, 1389, 1463, 1401]
notice-orsac bbox=[1108, 1654, 1470, 1986]
notice-title: ODISHA SPACE APPLICATIONS CENTRE (ORSAC) bbox=[1120, 1657, 1458, 1673]
logo-badge bbox=[42, 6, 128, 90]
